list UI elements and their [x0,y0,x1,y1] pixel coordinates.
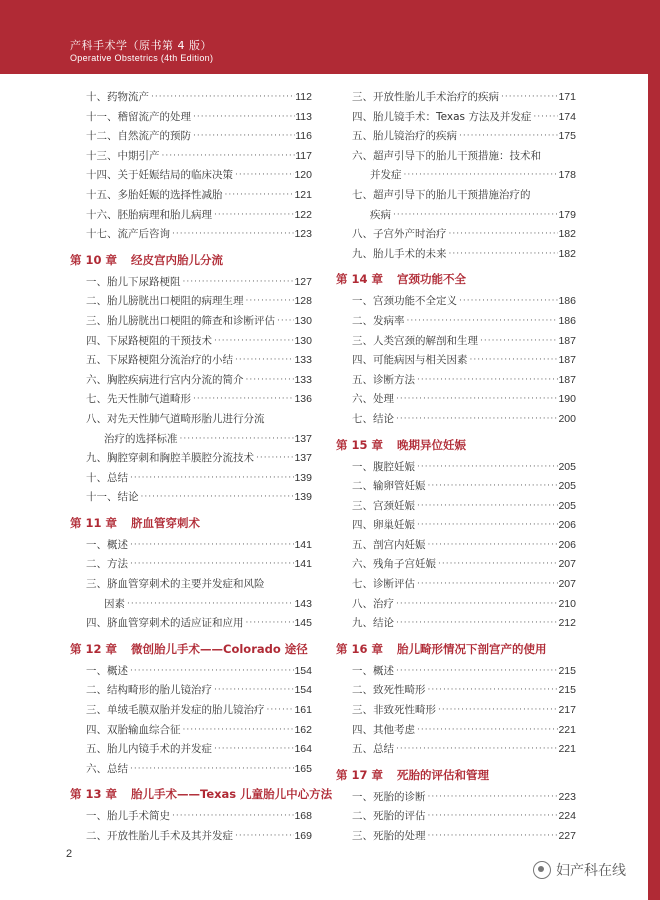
toc-entry-page: 141 [294,558,312,571]
toc-entry-page: 186 [558,314,576,327]
toc-entry-page: 221 [558,743,576,756]
toc-entry[interactable] [70,681,312,701]
toc-entry[interactable] [336,701,576,721]
dot-leader [426,788,559,808]
toc-entry-page: 116 [295,130,312,143]
toc-entry[interactable] [336,312,576,332]
toc-entry-page: 165 [294,762,312,775]
toc-entry[interactable] [70,186,312,206]
toc-entry-page: 223 [558,790,576,803]
toc-entry-page: 215 [558,684,576,697]
toc-entry-page: 161 [294,704,312,717]
toc-entry-line[interactable]: 八、对先天性肺气道畸形胎儿进行分流 [86,412,265,425]
toc-entry-page: 154 [294,684,312,697]
toc-entry[interactable] [70,469,312,489]
toc-entry-page: 137 [294,432,312,445]
toc-entry-page: 113 [295,110,312,123]
toc-entry[interactable] [70,108,312,128]
toc-entry-page: 122 [294,208,312,221]
toc-entry[interactable] [70,225,312,245]
toc-entry-label: 一、概述 [352,664,394,677]
dot-leader [415,721,558,741]
dot-leader [394,595,558,615]
toc-entry-label: 八、治疗 [352,597,394,610]
toc-entry-line[interactable]: 七、超声引导下的胎儿干预措施治疗的 [352,188,531,201]
dot-leader [426,807,559,827]
toc-entry-label: 二、结构畸形的胎儿镜治疗 [86,684,212,697]
dot-leader [128,536,294,556]
toc-entry-label: 一、胎儿手术简史 [86,810,170,823]
toc-entry-label: 一、胎儿下尿路梗阻 [86,275,181,288]
toc-entry[interactable] [336,497,576,517]
toc-entry[interactable] [70,595,312,615]
dot-leader [244,371,295,391]
toc-entry-page: 187 [558,373,576,386]
toc-entry-label: 六、处理 [352,393,394,406]
toc-entry[interactable] [336,225,576,245]
toc-entry-label: 一、宫颈功能不全定义 [352,295,457,308]
dot-leader [212,740,294,760]
toc-entry-label: 三、人类宫颈的解剖和生理 [352,334,478,347]
dot-leader [426,827,559,847]
dot-leader [191,390,294,410]
toc-entry-label: 十二、自然流产的预防 [86,130,191,143]
toc-entry-page: 141 [294,538,312,551]
toc-entry-page: 162 [294,723,312,736]
toc-entry[interactable] [70,721,312,741]
toc-entry[interactable] [70,449,312,469]
toc-entry-label: 五、诊断方法 [352,373,415,386]
toc-entry-label: 四、可能病因与相关因素 [352,354,468,367]
dot-leader [212,332,294,352]
toc-entry-label: 五、剖宫内妊娠 [352,538,426,551]
toc-entry[interactable] [70,206,312,226]
toc-entry-label: 疾病 [370,208,391,221]
toc-entry[interactable] [336,681,576,701]
toc-entry[interactable] [336,206,576,226]
dot-leader [191,127,295,147]
toc-entry[interactable] [70,390,312,410]
toc-entry-page: 130 [294,314,312,327]
chapter-title: 胎儿手术——Texas 儿童胎儿中心方法 [131,787,333,802]
chapter-heading[interactable] [336,764,576,786]
dot-leader [478,332,558,352]
toc-entry-label: 一、腹腔妊娠 [352,460,415,473]
chapter-title: 微创胎儿手术——Colorado 途径 [131,641,308,656]
toc-entry[interactable] [70,760,312,780]
chapter-number: 第 17 章 [336,767,384,782]
toc-entry[interactable] [336,516,576,536]
book-subtitle: Operative Obstetrics (4th Edition) [70,53,214,63]
toc-entry-label: 十七、流产后咨询 [86,228,170,241]
toc-entry-page: 154 [294,664,312,677]
dot-leader [170,807,294,827]
toc-entry-page: 139 [294,491,312,504]
toc-entry[interactable] [336,807,576,827]
toc-entry-page: 187 [558,334,576,347]
toc-entry-label: 五、胎儿内镜手术的并发症 [86,743,212,756]
toc-entry-label: 五、总结 [352,743,394,756]
toc-entry-label: 十六、胚胎病理和胎儿病理 [86,208,212,221]
toc-entry-label: 四、下尿路梗阻的干预技术 [86,334,212,347]
toc-entry-label: 四、卵巢妊娠 [352,519,415,532]
toc-entry-label: 三、开放性胎儿手术治疗的疾病 [352,91,499,103]
toc-entry-label: 四、胎儿镜手术：Texas 方法及并发症 [352,110,532,123]
toc-entry[interactable] [336,458,576,478]
toc-entry-label: 三、单绒毛膜双胎并发症的胎儿镜治疗 [86,704,265,717]
toc-entry-page: 210 [558,597,576,610]
chapter-number: 第 14 章 [336,272,384,287]
toc-entry[interactable] [70,88,312,108]
toc-entry[interactable] [336,108,576,128]
dot-leader [170,225,294,245]
toc-entry[interactable] [336,721,576,741]
dot-leader [426,477,559,497]
toc-entry-page: 174 [558,110,576,123]
toc-entry[interactable] [336,351,576,371]
toc-entry[interactable] [336,245,576,265]
dot-leader [128,555,294,575]
toc-entry-page: 130 [294,334,312,347]
toc-entry-page: 224 [558,810,576,823]
dot-leader [128,469,294,489]
book-title: 产科手术学（原书第 4 版） [70,39,212,52]
dot-leader [447,225,559,245]
chapter-heading[interactable] [336,638,576,660]
toc-entry-page: 187 [558,354,576,367]
toc-entry-label: 十四、关于妊娠结局的临床决策 [86,169,233,182]
toc-entry-page: 145 [294,617,312,630]
toc-entry-label: 十三、中期引产 [86,149,160,162]
dot-leader [405,312,559,332]
chapter-heading[interactable] [336,268,576,290]
dot-leader [394,740,558,760]
toc-entry-page: 206 [558,519,576,532]
toc-entry-page: 117 [295,149,312,162]
toc-entry-page: 168 [294,810,312,823]
dot-leader [254,449,294,469]
toc-entry[interactable] [70,371,312,391]
toc-entry-label: 十一、结论 [86,491,139,504]
toc-entry-page: 217 [558,704,576,717]
watermark-text: 妇产科在线 [556,863,626,879]
toc-entry-label: 因素 [104,597,125,610]
toc-entry-page: 121 [294,188,312,201]
toc-entry-page: 182 [558,247,576,260]
toc-entry-page: 178 [558,169,576,182]
toc-entry-label: 二、发病率 [352,314,405,327]
toc-entry-page: 136 [294,393,312,406]
dot-leader [426,681,559,701]
dot-leader [178,430,295,450]
toc-entry-page: 175 [558,130,576,143]
dot-leader [128,760,294,780]
toc-entry-page: 227 [558,830,576,842]
toc-entry-page: 133 [294,354,312,367]
dot-leader [149,88,295,108]
chapter-number: 第 13 章 [70,787,118,802]
dot-leader [394,614,558,634]
toc-entry[interactable] [70,827,312,847]
toc-entry[interactable] [336,390,576,410]
toc-entry-label: 并发症 [370,169,402,182]
dot-leader [244,292,295,312]
toc-entry[interactable] [70,127,312,147]
toc-entry-page: 182 [558,228,576,241]
toc-entry-label: 五、下尿路梗阻分流治疗的小结 [86,354,233,367]
toc-entry-label: 九、结论 [352,617,394,630]
dot-leader [499,88,558,108]
chapter-title: 脐血管穿刺术 [131,515,201,530]
dot-leader [233,166,294,186]
toc-entry[interactable] [70,147,312,167]
toc-entry-label: 一、概述 [86,664,128,677]
toc-entry-label: 三、宫颈妊娠 [352,499,415,512]
toc-entry-page: 143 [294,597,312,610]
toc-entry-label: 六、残角子宫妊娠 [352,558,436,571]
dot-leader [457,127,558,147]
toc-entry-page: 215 [558,664,576,677]
watermark [533,860,626,880]
dot-leader [275,312,294,332]
toc-entry-page: 164 [294,743,312,756]
dot-leader [233,827,294,847]
toc-entry[interactable] [70,312,312,332]
toc-entry[interactable] [336,575,576,595]
dot-leader [415,575,558,595]
chapter-heading[interactable] [70,638,312,660]
chapter-number: 第 15 章 [336,437,384,452]
chapter-number: 第 10 章 [70,252,118,267]
toc-entry-label: 六、胸腔疾病进行宫内分流的简介 [86,373,244,386]
dot-leader [223,186,295,206]
toc-entry-page: 205 [558,499,576,512]
dot-leader [531,108,558,128]
dot-leader [468,351,559,371]
dot-leader [265,701,295,721]
toc-entry[interactable] [336,788,576,808]
toc-entry-page: 205 [558,460,576,473]
toc-entry-label: 二、方法 [86,558,128,571]
toc-entry[interactable] [70,807,312,827]
toc-entry-label: 三、死胎的处理 [352,830,426,842]
dot-leader [415,497,558,517]
toc-entry-label: 治疗的选择标准 [104,432,178,445]
toc-entry-label: 十、药物流产 [86,91,149,103]
toc-entry-label: 七、诊断评估 [352,578,415,591]
toc-entry[interactable] [70,488,312,508]
toc-entry[interactable] [336,662,576,682]
toc-entry[interactable] [336,410,576,430]
dot-leader [394,410,558,430]
toc-entry-page: 190 [558,393,576,406]
toc-entry[interactable] [70,351,312,371]
chapter-title: 经皮宫内胎儿分流 [131,252,224,267]
dot-leader [233,351,294,371]
dot-leader [426,536,559,556]
toc-entry-page: 207 [558,558,576,571]
dot-leader [212,206,294,226]
toc-entry-label: 二、死胎的评估 [352,810,426,823]
toc-entry-page: 112 [295,91,312,103]
toc-entry-page: 179 [558,208,576,221]
toc-entry-label: 七、结论 [352,412,394,425]
toc-entry-label: 一、死胎的诊断 [352,790,426,803]
chapter-title: 宫颈功能不全 [397,272,467,287]
toc-entry-page: 186 [558,295,576,308]
toc-entry[interactable] [70,555,312,575]
dot-leader [128,662,294,682]
dot-leader [415,516,558,536]
toc-entry-page: 123 [294,228,312,241]
dot-leader [181,721,295,741]
toc-entry-label: 七、先天性肺气道畸形 [86,393,191,406]
toc-entry-page: 139 [294,471,312,484]
chapter-number: 第 12 章 [70,641,118,656]
toc-entry[interactable] [70,166,312,186]
toc-entry[interactable] [70,332,312,352]
chapter-number: 第 16 章 [336,641,384,656]
dot-leader [415,458,558,478]
toc-entry-page: 137 [294,452,312,465]
dot-leader [394,390,558,410]
toc-entry-page: 127 [294,275,312,288]
toc-left-column [70,88,333,847]
toc-entry-page: 169 [294,830,312,842]
toc-entry-page: 212 [558,617,576,630]
toc-entry-page: 206 [558,538,576,551]
toc-entry-page: 128 [294,295,312,308]
dot-leader [181,273,295,293]
page-number: 2 [66,848,73,860]
toc-entry-label: 六、总结 [86,762,128,775]
toc-entry-page: 205 [558,480,576,493]
toc-entry[interactable] [336,166,576,186]
dot-leader [457,292,558,312]
toc-entry-label: 四、脐血管穿刺术的适应证和应用 [86,617,244,630]
toc-entry[interactable] [70,430,312,450]
toc-entry[interactable] [70,662,312,682]
toc-entry[interactable] [336,536,576,556]
toc-entry-label: 三、胎儿膀胱出口梗阻的筛查和诊断评估 [86,314,275,327]
toc-entry-page: 171 [558,91,576,103]
toc-entry[interactable] [336,827,576,847]
toc-entry[interactable] [336,595,576,615]
dot-leader [160,147,296,167]
chapter-heading[interactable] [336,434,576,456]
dot-leader [436,555,558,575]
chapter-title: 晚期异位妊娠 [397,437,467,452]
chapter-heading[interactable] [70,783,333,805]
wechat-icon [533,861,551,879]
dot-leader [394,662,558,682]
toc-entry[interactable] [336,127,576,147]
chapter-title: 死胎的评估和管理 [397,767,490,782]
toc-entry-label: 二、输卵管妊娠 [352,480,426,493]
toc-right-column [336,88,576,847]
dot-leader [212,681,294,701]
toc-entry-page: 133 [294,373,312,386]
dot-leader [447,245,559,265]
toc-entry-label: 九、胸腔穿刺和胸腔羊膜腔分流技术 [86,452,254,465]
dot-leader [139,488,295,508]
toc-entry-label: 二、胎儿膀胱出口梗阻的病理生理 [86,295,244,308]
toc-entry-label: 十一、稽留流产的处理 [86,110,191,123]
dot-leader [125,595,294,615]
header-band [0,0,660,74]
page-edge-band [648,74,660,900]
toc-entry[interactable] [70,614,312,634]
toc-entry[interactable] [70,740,312,760]
toc-entry-label: 二、开放性胎儿手术及其并发症 [86,830,233,842]
toc-entry-page: 200 [558,412,576,425]
toc-entry[interactable] [70,273,312,293]
toc-entry-line[interactable]: 六、超声引导下的胎儿干预措施：技术和 [352,149,541,162]
dot-leader [244,614,295,634]
dot-leader [415,371,558,391]
toc-entry-label: 三、非致死性畸形 [352,704,436,717]
toc-entry[interactable] [336,555,576,575]
toc-entry-line[interactable]: 三、脐血管穿刺术的主要并发症和风险 [86,578,265,591]
toc-entry[interactable] [336,740,576,760]
chapter-heading[interactable] [70,249,312,271]
dot-leader [191,108,295,128]
toc-entry-label: 九、胎儿手术的未来 [352,247,447,260]
toc-entry[interactable] [336,371,576,391]
toc-entry[interactable] [336,614,576,634]
toc-entry-label: 四、其他考虑 [352,723,415,736]
toc-entry[interactable] [336,332,576,352]
dot-leader [402,166,559,186]
toc-entry-label: 十、总结 [86,471,128,484]
dot-leader [391,206,558,226]
dot-leader [436,701,558,721]
toc-entry-label: 一、概述 [86,538,128,551]
chapter-title: 胎儿畸形情况下剖宫产的使用 [397,641,547,656]
toc-entry[interactable] [70,292,312,312]
toc-entry[interactable] [336,88,576,108]
toc-entry-label: 八、子宫外产时治疗 [352,228,447,241]
toc-entry-label: 十五、多胎妊娠的选择性减胎 [86,188,223,201]
toc-entry[interactable] [70,536,312,556]
toc-entry-page: 120 [294,169,312,182]
toc-entry-label: 二、致死性畸形 [352,684,426,697]
toc-entry-label: 四、双胎输血综合征 [86,723,181,736]
toc-entry[interactable] [336,292,576,312]
toc-entry-label: 五、胎儿镜治疗的疾病 [352,130,457,143]
toc-entry[interactable] [70,701,312,721]
chapter-heading[interactable] [70,512,312,534]
toc-entry[interactable] [336,477,576,497]
toc-entry-page: 221 [558,723,576,736]
chapter-number: 第 11 章 [70,515,118,530]
toc-entry-page: 207 [558,578,576,591]
